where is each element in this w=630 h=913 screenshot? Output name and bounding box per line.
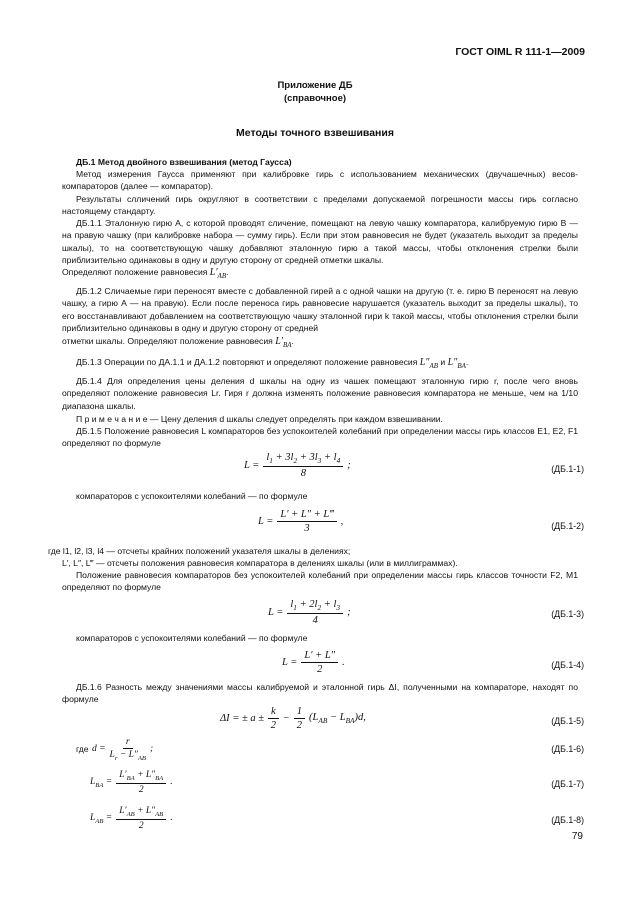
- page-number: 79: [571, 831, 583, 842]
- appendix-title: Приложение ДБ: [277, 80, 353, 91]
- eq-number-3: (ДБ.1-3): [551, 609, 584, 619]
- equation-db1-2: L = $\frac{L' + L'' + L‴}{3}$ ,: [258, 509, 344, 534]
- equilibrium-text: Определяют положение равновесия: [62, 267, 208, 277]
- note: П р и м е ч а н и е — Цену деления d шкалы следует определять при каждом взвешивании.: [76, 414, 443, 424]
- paragraph-db111: ДБ.1.1 Эталонную гирю А, с которой проводят сличение, помещают на левую чашку компаратора, калибруемую гирю В — на правую чашку (при калибровке набора — сумму гирь). Если при этом равновесия не будет (указатель выходит за пределы шкалы), то на соответствующую чашку добавляют эталонную гирю a такой массы, чтобы отклонения стрелки были приблизительно одинаковы в одну и другую сторону от средней отметки шкалы.: [62, 218, 578, 266]
- equation-db1-8: $L_{AB}$ = $\frac{L'_{AB} + L''_{AB}}{2}$ .: [90, 806, 173, 831]
- where-l-readings: где l1, l2, l3, l4 — отсчеты крайних положений указателя шкалы в делениях;: [48, 546, 351, 556]
- equation-db1-7: $L_{BA}$ = $\frac{L'_{BA} + L''_{BA}}{2}$ .: [90, 770, 173, 795]
- equation-db1-3: L = $\frac{l_1 + 2l_2 + l_3}{4}$ ;: [268, 599, 351, 627]
- paragraph-rounding: Результаты слличений гирь округляют в соответствии с пределами допускаемой погрешности массы гирь согласно настоящему стандарту.: [62, 194, 578, 217]
- eq-number-2: (ДБ.1-2): [551, 521, 584, 531]
- eq-number-6: (ДБ.1-6): [551, 744, 584, 754]
- section-title: Методы точного взвешивания: [236, 127, 394, 139]
- eq-number-4: (ДБ.1-4): [551, 660, 584, 670]
- standard-header: ГОСТ OIML R 111-1—2009: [455, 46, 585, 58]
- paragraph-db114: ДБ.1.4 Для определения цены деления d шкалы на одну из чашек помещают эталонную гирю r, после чего вновь определяют положение равновесия Lr. Гиря r должна изменять положение равновесия компаратора не меньше, чем на 1/10 диапазона шкалы.: [62, 376, 578, 411]
- eq-number-8: (ДБ.1-8): [551, 815, 584, 825]
- eq-number-1: (ДБ.1-1): [551, 464, 584, 474]
- paragraph-db112-equilibrium: отметки шкалы. Определяют положение равновесия $L'_{BA}$.: [62, 336, 294, 349]
- equilibrium-text-2: отметки шкалы. Определяют положение равновесия: [62, 336, 273, 346]
- paragraph-gauss-method: Метод измерения Гаусса применяют при калибровке гирь с использованием механических (двучашечных) весов-компараторов (далее — компаратор).: [62, 169, 578, 192]
- equation-db1-6: d = $\frac{r}{L_r - L''_{AB}}$ ;: [92, 737, 154, 762]
- db1-heading: ДБ.1 Метод двойного взвешивания (метод Гаусса): [76, 157, 292, 167]
- db113-text: ДБ.1.3 Операции по ДА.1.1 и ДА.1.2 повторяют и определяют положение равновесия: [76, 357, 418, 367]
- paragraph-db111-equilibrium: Определяют положение равновесия $L'_{AB}$.: [62, 267, 229, 280]
- paragraph-damped-1: компараторов с успокоителями колебаний — по формуле: [76, 491, 308, 501]
- paragraph-damped-2: компараторов с успокоителями колебаний — по формуле: [76, 633, 308, 643]
- equation-db1-5: ΔI = ± a ± $\frac{k}{2}$ − $\frac{1}{2}$ $(L_{AB} - L_{BA})d$,: [220, 706, 366, 731]
- paragraph-db116: ДБ.1.6 Разность между значениями массы калибруемой и эталонной гирь ΔI, полученными на компараторе, находят по формуле: [62, 682, 578, 705]
- paragraph-db115: ДБ.1.5 Положение равновесия L компараторов без успокоителей колебаний при определении массы гирь классов E1, E2, F1 определяют по формуле: [62, 426, 578, 449]
- eq-number-5: (ДБ.1-5): [551, 716, 584, 726]
- appendix-subtitle: (справочное): [283, 93, 347, 104]
- paragraph-f2-m1: Положение равновесия компараторов без успокоителей колебаний при определении массы гирь классов точности F2, M1 определяют по формуле: [62, 570, 578, 593]
- equation-db1-1: L = $\frac{l_1 + 3l_2 + 3l_3 + l_4}{8}$ ;: [244, 452, 351, 480]
- paragraph-db113: ДБ.1.3 Операции по ДА.1.1 и ДА.1.2 повторяют и определяют положение равновесия $L''_{AB}$ и $L''_{BA}$.: [76, 357, 469, 370]
- eq-number-7: (ДБ.1-7): [551, 779, 584, 789]
- where-L-readings: L′, L″, L‴ — отсчеты положения равновесия компаратора в делениях шкалы (или в миллиграммах).: [62, 558, 458, 568]
- where-label: где: [76, 744, 89, 754]
- equation-db1-4: L = $\frac{L' + L''}{2}$ .: [282, 650, 345, 675]
- paragraph-db112: ДБ.1.2 Сличаемые гири переносят вместе с добавленной гирей a с одной чашки на другую (т. е. гирю В переносят на левую чашку, а гирю А — на правую). Если после переноса гирь равновесие нарушается (указатель выходит за пределы шкалы), то его восстанавливают добавлением на соответствующую чашку эталонной гири k такой массы, чтобы отклонения стрелки были приблизительно одинаковы в одну и другую сторону от средней: [62, 286, 578, 334]
